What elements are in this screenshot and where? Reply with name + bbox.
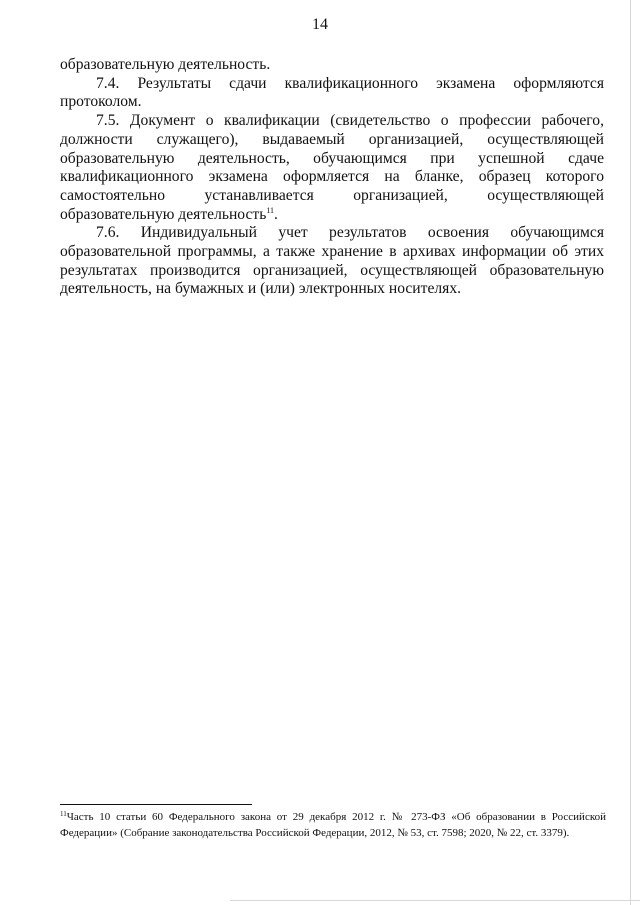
paragraph-7-5: [60, 112, 604, 224]
footnote-text: Часть 10 статьи 60 Федерального закона от 29 декабря 2012 г. № 273-ФЗ «Об образовании в Российской Федерации» (Собрание законодательства Российской Федерации, 2012, № 53, ст. 7598; 2020, № 22, ст. 3379).: [60, 811, 606, 839]
scan-bottom-line: [230, 900, 640, 901]
paragraph-7-4: 7.4. Результаты сдачи квалификационного экзамена оформляются протоколом.: [60, 74, 604, 111]
scan-edge-line: [630, 0, 631, 905]
paragraph-7-5-tail: .: [274, 205, 278, 223]
paragraph-7-5-text: 7.5. Документ о квалификации (свидетельство о профессии рабочего, должности служащего), выдаваемый организацией, осуществляющей образовательную деятельность, обучающимся при успешной сдаче квалификационного экзамена оформляется на бланке, образец которого самостоятельно устанавливается организацией, осуществляющей образовательную деятельность: [60, 112, 604, 223]
paragraph-continuation: образовательную деятельность.: [60, 56, 271, 73]
footnote-divider: [60, 804, 252, 805]
footnote-reference: 11: [266, 205, 275, 215]
paragraph-7-6: 7.6. Индивидуальный учет результатов освоения обучающимся образовательной программы, а также хранение в архивах информации об этих результатах производится организацией, осуществляющей образовательную деятельность, на бумажных и (или) электронных носителях.: [60, 224, 604, 298]
footnote: [60, 810, 606, 841]
document-body: [60, 56, 604, 299]
footnote-number: 11: [60, 810, 67, 818]
page-number: 14: [312, 16, 328, 33]
